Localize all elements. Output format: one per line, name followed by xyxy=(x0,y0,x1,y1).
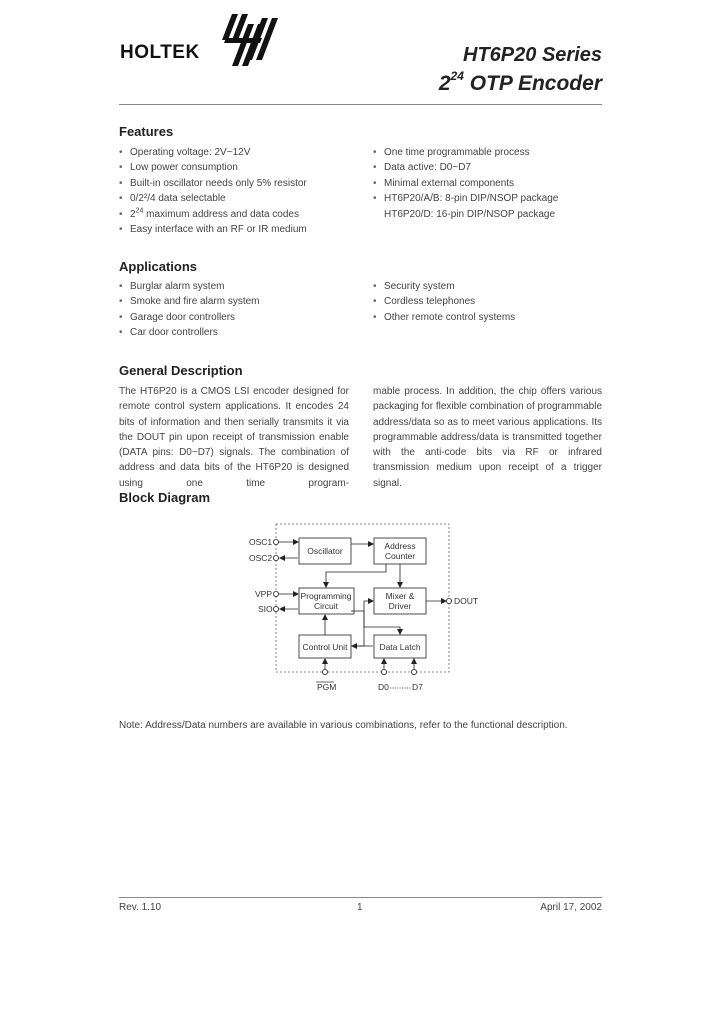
dout-label: DOUT xyxy=(454,596,479,606)
d0-label: D0 xyxy=(378,682,389,692)
diagram-note: Note: Address/Data numbers are available in various combinations, refer to the functional description. xyxy=(119,720,568,731)
list-item: • Car door controllers xyxy=(119,325,260,340)
osc1-label: OSC1 xyxy=(249,537,273,547)
block-diagram-heading: Block Diagram xyxy=(119,490,211,505)
description-column-2: mable process. In addition, the chip offers various packaging for flexible combination of programmable address/data so as to meet various applications. Its programmable address/data is transmitted together with the anti-code bits via RF or infrared transmission medium upon receipt of a trigger signal. xyxy=(373,386,603,489)
svg-text:Data Latch: Data Latch xyxy=(379,642,421,652)
list-item: • Garage door controllers xyxy=(119,310,260,325)
oscillator-block xyxy=(299,538,351,564)
list-item: • Other remote control systems xyxy=(373,310,515,325)
series-title: HT6P20 Series xyxy=(463,44,602,66)
list-item: • $2^{24}$ maximum address and data codes xyxy=(119,207,307,222)
dout-pin xyxy=(446,598,451,603)
footer-revision: Rev. 1.10 xyxy=(119,902,162,913)
sio-pin xyxy=(273,606,278,611)
features-list-right xyxy=(373,145,558,222)
list-item: • One time programmable process xyxy=(373,145,558,160)
osc1-pin xyxy=(273,539,278,544)
svg-text:Circuit: Circuit xyxy=(313,601,339,611)
vpp-label: VPP xyxy=(255,589,273,599)
footer-page-number: 1 xyxy=(357,902,363,913)
description-column-1: The HT6P20 is a CMOS LSI encoder designed for remote control system applications. It encodes 24 bits of information and then serially transmits it via the DOUT pin upon receipt of transmission enable (DATA pins: D0~D7) signals. The combination of address and data bits of the HT6P20 is designed using one time program- xyxy=(119,386,349,489)
svg-text:Counter: Counter xyxy=(384,551,416,561)
pgm-pin xyxy=(322,669,327,674)
data-latch-block xyxy=(374,635,426,658)
svg-text:Control Unit: Control Unit xyxy=(302,642,348,652)
block-diagram xyxy=(244,517,494,697)
sio-label: SIO xyxy=(258,604,273,614)
pgm-label: PGM xyxy=(317,682,337,692)
mixer-driver-block xyxy=(374,588,426,614)
svg-text:Oscillator: Oscillator xyxy=(307,546,343,556)
svg-text:Driver: Driver xyxy=(388,601,412,611)
vpp-pin xyxy=(273,591,278,596)
d0-pin xyxy=(381,669,386,674)
control-unit-block xyxy=(299,635,351,658)
address-counter-block xyxy=(374,538,426,564)
osc2-pin xyxy=(273,555,278,560)
programming-circuit-block xyxy=(299,588,354,614)
list-item: • Operating voltage: 2V~12V xyxy=(119,145,307,160)
list-item: • Burglar alarm system xyxy=(119,279,260,294)
features-heading: Features xyxy=(119,124,174,139)
d7-label: D7 xyxy=(412,682,423,692)
osc2-label: OSC2 xyxy=(249,553,273,563)
holtek-logo-text: HOLTEK xyxy=(120,42,200,63)
svg-text:Address: Address xyxy=(384,541,416,551)
header-rule xyxy=(119,104,602,105)
description-heading: General Description xyxy=(119,363,243,378)
applications-heading: Applications xyxy=(119,259,198,274)
applications-list-left xyxy=(119,279,260,341)
list-item: • Smoke and fire alarm system xyxy=(119,294,260,309)
list-item: • Minimal external components xyxy=(373,176,558,191)
list-item: • Built-in oscillator needs only 5% resistor xyxy=(119,176,307,191)
applications-list-right xyxy=(373,279,515,325)
list-item: • 0/2²/4 data selectable xyxy=(119,191,307,206)
list-item: • Easy interface with an RF or IR medium xyxy=(119,222,307,237)
list-item: • Low power consumption xyxy=(119,160,307,175)
holtek-logo-icon xyxy=(218,10,280,72)
footer-date: April 17, 2002 xyxy=(540,902,602,913)
svg-text:Mixer &: Mixer & xyxy=(385,591,415,601)
footer-rule xyxy=(119,897,602,898)
list-item: • Cordless telephones xyxy=(373,294,515,309)
list-item: • HT6P20/A/B: 8-pin DIP/NSOP package HT6P20/D: 16-pin DIP/NSOP package xyxy=(373,191,558,222)
product-subtitle: $2^{24}$ OTP Encoder xyxy=(438,69,602,95)
features-list-left xyxy=(119,145,307,237)
list-item: • Data active: D0~D7 xyxy=(373,160,558,175)
svg-text:Programming: Programming xyxy=(300,591,352,601)
list-item: • Security system xyxy=(373,279,515,294)
d7-pin xyxy=(411,669,416,674)
